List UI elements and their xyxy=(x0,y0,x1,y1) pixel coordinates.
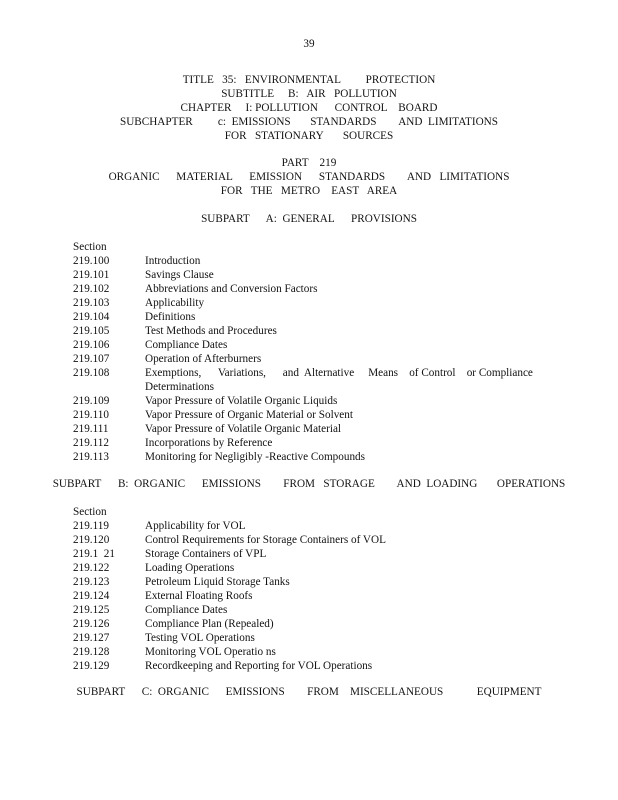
section-number: 219.123 xyxy=(73,576,110,588)
section-number: 219.107 xyxy=(73,353,110,365)
section-title: Savings Clause xyxy=(145,269,214,281)
section-title: Storage Containers of VPL xyxy=(145,548,267,560)
part-title-2: FOR THE METRO EAST AREA xyxy=(220,185,398,197)
section-number: 219.110 xyxy=(73,409,109,421)
section-title: Introduction xyxy=(145,255,201,267)
section-title: Loading Operations xyxy=(145,562,235,574)
section-title: Compliance Plan (Repealed) xyxy=(145,618,274,630)
section-number: 219.105 xyxy=(73,325,110,337)
subchapter-line: SUBCHAPTER c: EMISSIONS STANDARDS AND LIMITATIONS xyxy=(120,116,498,128)
part-number: PART 219 xyxy=(281,157,337,169)
section-title: Applicability xyxy=(145,297,205,309)
section-title: Applicability for VOL xyxy=(145,520,246,532)
section-title: Vapor Pressure of Organic Material or Solvent xyxy=(145,409,353,421)
subtitle-line: SUBTITLE B: AIR POLLUTION xyxy=(221,88,397,100)
section-label: Section xyxy=(73,506,107,518)
subpart-b-heading: SUBPART B: ORGANIC EMISSIONS FROM STORAGE AND LOADING OPERATIONS xyxy=(52,478,566,490)
section-number: 219.102 xyxy=(73,283,110,295)
section-number: 219.127 xyxy=(73,632,110,644)
section-number: 219.111 xyxy=(73,423,109,435)
section-title: Testing VOL Operations xyxy=(145,632,255,644)
section-title: Operation of Afterburners xyxy=(145,353,262,365)
part-title: ORGANIC MATERIAL EMISSION STANDARDS AND LIMITATIONS xyxy=(108,171,510,183)
section-title: Control Requirements for Storage Containers of VOL xyxy=(145,534,386,546)
section-title-continuation: Determinations xyxy=(145,381,214,393)
subchapter-line-2: FOR STATIONARY SOURCES xyxy=(224,130,394,142)
section-title: Incorporations by Reference xyxy=(145,437,273,449)
section-title: Monitoring for Negligibly -Reactive Compounds xyxy=(145,451,365,463)
section-title: Vapor Pressure of Volatile Organic Liquids xyxy=(145,395,338,407)
section-number: 219.128 xyxy=(73,646,110,658)
section-title: External Floating Roofs xyxy=(145,590,253,602)
section-number: 219.126 xyxy=(73,618,110,630)
title-line: TITLE 35: ENVIRONMENTAL PROTECTION xyxy=(182,74,436,86)
section-title: Monitoring VOL Operatio ns xyxy=(145,646,276,658)
section-number: 219.129 xyxy=(73,660,110,672)
section-number: 219.101 xyxy=(73,269,110,281)
section-number: 219.108 xyxy=(73,367,110,379)
section-number: 219.112 xyxy=(73,437,109,449)
section-title: Compliance Dates xyxy=(145,339,228,351)
section-number: 219.109 xyxy=(73,395,110,407)
section-title: Vapor Pressure of Volatile Organic Material xyxy=(145,423,342,435)
section-number: 219.120 xyxy=(73,534,110,546)
section-number: 219.125 xyxy=(73,604,110,616)
section-number: 219.1 21 xyxy=(73,548,115,560)
section-title: Exemptions, Variations, and Alternative Means of Control or Compliance xyxy=(145,367,533,379)
page-number: 39 xyxy=(303,38,315,50)
section-number: 219.113 xyxy=(73,451,109,463)
section-number: 219.100 xyxy=(73,255,110,267)
section-number: 219.104 xyxy=(73,311,110,323)
section-label: Section xyxy=(73,241,107,253)
section-number: 219.122 xyxy=(73,562,110,574)
section-title: Definitions xyxy=(145,311,196,323)
section-title: Recordkeeping and Reporting for VOL Operations xyxy=(145,660,373,672)
subpart-c-heading: SUBPART C: ORGANIC EMISSIONS FROM MISCELLANEOUS EQUIPMENT xyxy=(76,686,542,698)
section-title: Petroleum Liquid Storage Tanks xyxy=(145,576,290,588)
section-title: Test Methods and Procedures xyxy=(145,325,277,337)
section-number: 219.119 xyxy=(73,520,109,532)
section-number: 219.124 xyxy=(73,590,110,602)
section-title: Abbreviations and Conversion Factors xyxy=(145,283,318,295)
section-number: 219.106 xyxy=(73,339,110,351)
subpart-a-heading: SUBPART A: GENERAL PROVISIONS xyxy=(201,213,417,225)
section-title: Compliance Dates xyxy=(145,604,228,616)
section-number: 219.103 xyxy=(73,297,110,309)
chapter-line: CHAPTER I: POLLUTION CONTROL BOARD xyxy=(180,102,438,114)
